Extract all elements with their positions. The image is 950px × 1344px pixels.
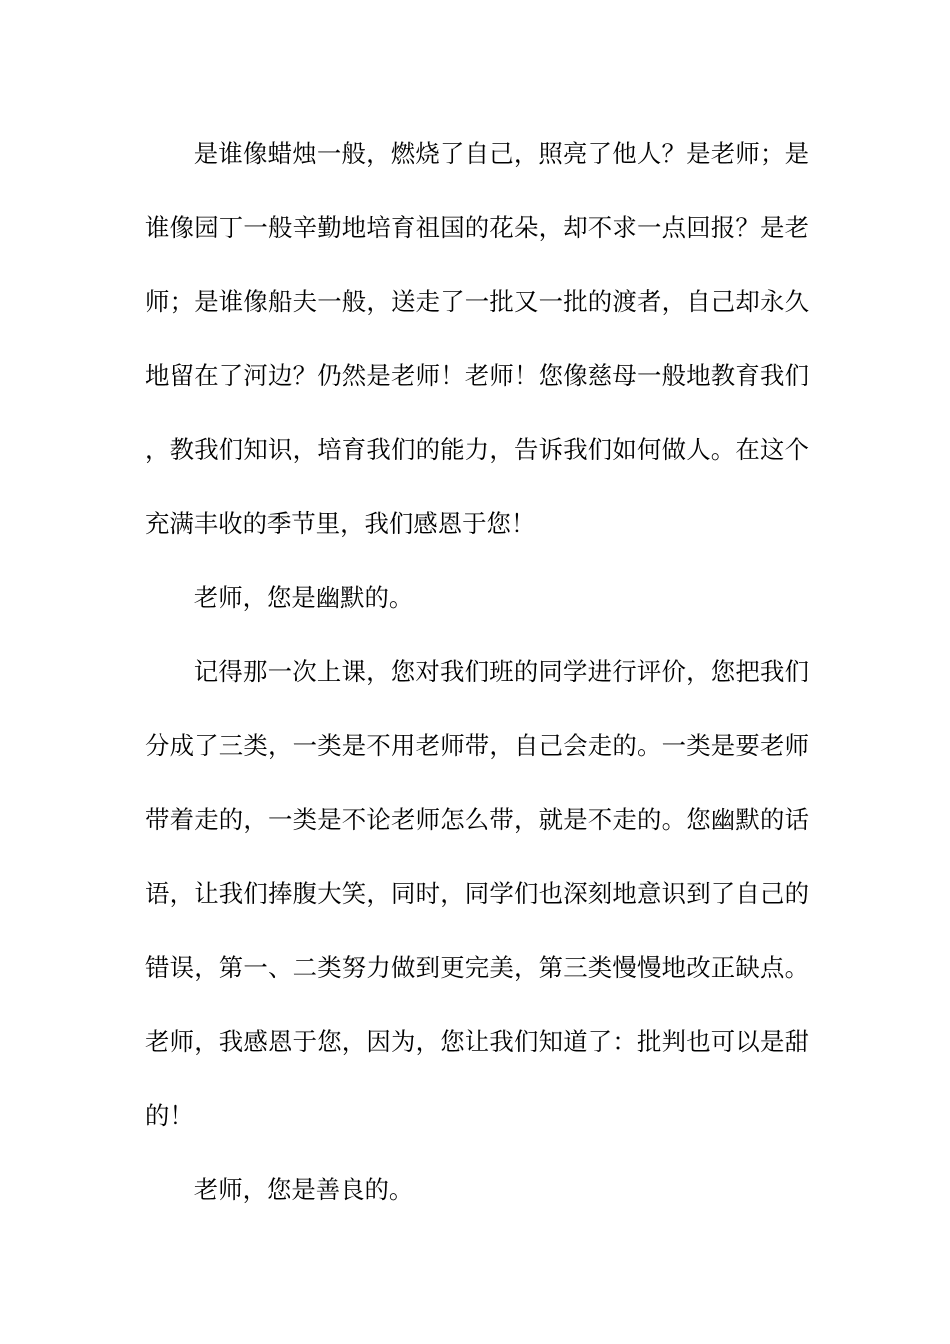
- paragraph-kind-heading: 老师，您是善良的。: [193, 1175, 414, 1204]
- paragraph-candle: 是谁像蜡烛一般，燃烧了自己，照亮了他人？是老师；是谁像园丁一般辛勤地培育祖国的花朵，却不求一点回报？是老师；是谁像船夫一般，送走了一批又一批的渡者，自己却永久地留在了河边？仍然是老师！老师！您像慈母一般地教育我们，教我们知识，培育我们的能力，告诉我们如何做人。在这个充满丰收的季节里，我们感恩于您！: [145, 139, 809, 538]
- document-body: [145, 117, 809, 1227]
- paragraph-class-evaluation: 记得那一次上课，您对我们班的同学进行评价，您把我们分成了三类，一类是不用老师带，自己会走的。一类是要老师带着走的，一类是不论老师怎么带，就是不走的。您幽默的话语，让我们捧腹大笑，同时，同学们也深刻地意识到了自己的错误，第一、二类努力做到更完美，第三类慢慢地改正缺点。老师，我感恩于您，因为，您让我们知道了：批判也可以是甜的！: [145, 657, 809, 1130]
- paragraph-humorous-heading: 老师，您是幽默的。: [193, 583, 414, 612]
